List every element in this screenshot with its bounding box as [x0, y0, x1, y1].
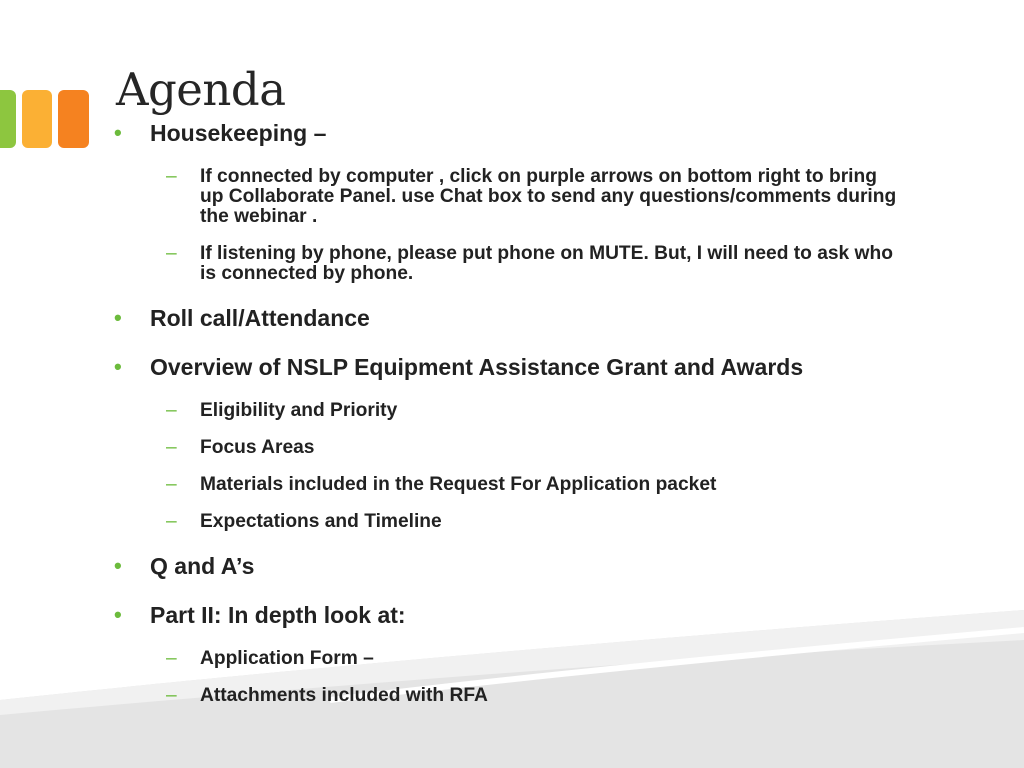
agenda-item-text: Housekeeping – — [150, 120, 327, 146]
agenda-item — [114, 118, 904, 148]
accent-bar-green — [0, 90, 16, 148]
agenda-item-text: Q and A’s — [150, 553, 255, 579]
dash-icon: – — [166, 511, 177, 532]
agenda-subitem-text: Eligibility and Priority — [200, 400, 398, 421]
agenda-subitem — [114, 512, 904, 532]
agenda-item — [114, 352, 904, 382]
agenda-subitem — [114, 244, 904, 284]
bullet-icon: • — [114, 354, 122, 379]
agenda-subitem — [114, 475, 904, 495]
dash-icon: – — [166, 400, 177, 421]
bullet-icon: • — [114, 602, 122, 627]
dash-icon: – — [166, 685, 177, 706]
accent-bar-orange — [58, 90, 89, 148]
agenda-subitem — [114, 401, 904, 421]
agenda-list — [114, 118, 904, 706]
agenda-item — [114, 600, 904, 630]
agenda-subitem — [114, 167, 904, 227]
dash-icon: – — [166, 474, 177, 495]
agenda-item-text: Roll call/Attendance — [150, 305, 370, 331]
agenda-item — [114, 303, 904, 333]
dash-icon: – — [166, 437, 177, 458]
agenda-subitem-text: If listening by phone, please put phone on MUTE. But, I will need to ask who is connected by phone. — [200, 243, 893, 284]
agenda-item — [114, 551, 904, 581]
agenda-subitem — [114, 438, 904, 458]
agenda-subitem-text: Focus Areas — [200, 437, 315, 458]
agenda-subitem — [114, 649, 904, 669]
dash-icon: – — [166, 166, 177, 187]
dash-icon: – — [166, 648, 177, 669]
agenda-item-text: Overview of NSLP Equipment Assistance Grant and Awards — [150, 354, 804, 380]
agenda-subitem-text: Application Form – — [200, 648, 374, 669]
agenda-item-text: Part II: In depth look at: — [150, 602, 406, 628]
accent-bar-yellow — [22, 90, 52, 148]
bullet-icon: • — [114, 120, 122, 145]
dash-icon: – — [166, 243, 177, 264]
slide-title: Agenda — [116, 63, 286, 116]
agenda-subitem-text: Expectations and Timeline — [200, 511, 442, 532]
agenda-subitem-text: Attachments included with RFA — [200, 685, 488, 706]
agenda-subitem-text: Materials included in the Request For Application packet — [200, 474, 717, 495]
bullet-icon: • — [114, 305, 122, 330]
agenda-subitem-text: If connected by computer , click on purple arrows on bottom right to bring up Collaborate Panel. use Chat box to send any questions/comments during the webinar . — [200, 166, 897, 227]
bullet-icon: • — [114, 553, 122, 578]
agenda-subitem — [114, 686, 904, 706]
